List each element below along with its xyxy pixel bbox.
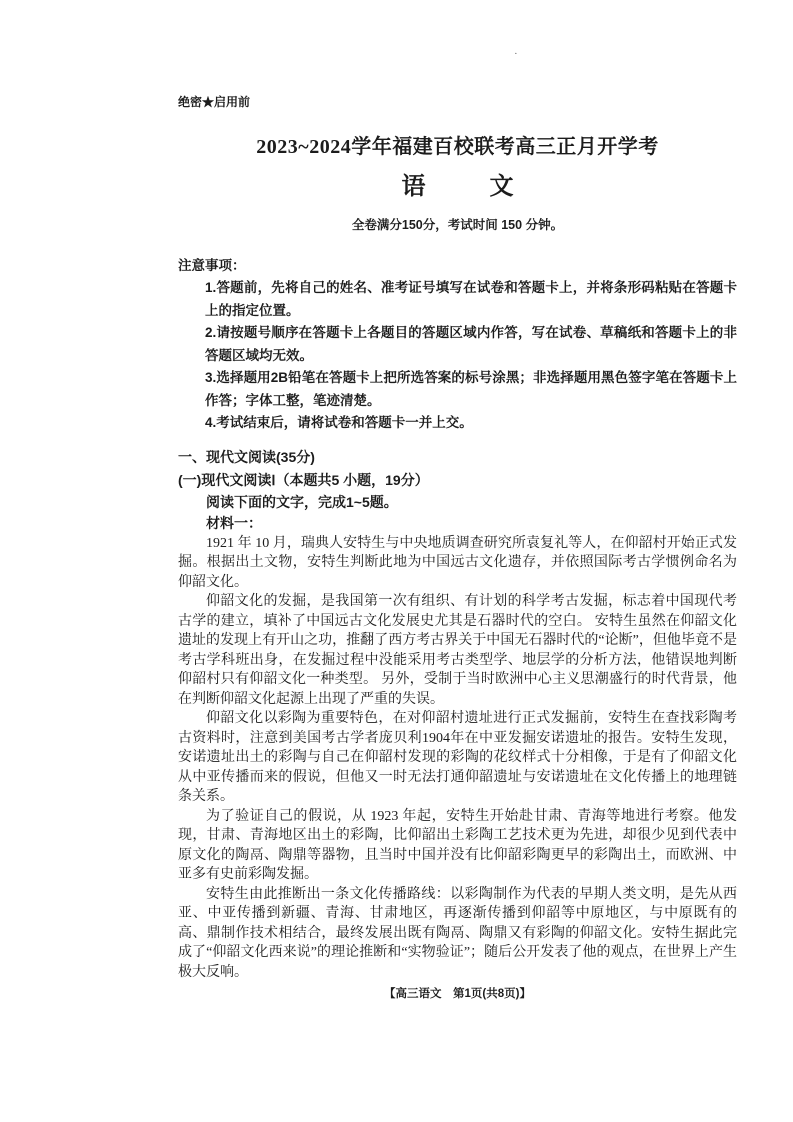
subject-char-yu: 语 [401,174,426,200]
material-paragraph-3: 仰韶文化以彩陶为重要特色，在对仰韶村遗址进行正式发掘前，安特生在查找彩陶考古资料时，注意到美国考古学者庞贝利1904年在中亚发掘安诺遗址的报告。安特生发现，安诺遗址出土的彩陶与自己在仰韶村发现的彩陶的花纹样式十分相像，于是有了仰韶文化从中亚传播而来的假说，但他又一时无法打通仰韶遗址与安诺遗址在文化传播上的地理链条关系。 [178,711,737,804]
page-number-footer: 【高三语文 第1页(共8页)】 [384,988,531,1000]
section-heading-modern-reading: 一、现代文阅读(35分) [178,448,315,465]
subsection-heading-reading-1: (一)现代文阅读Ⅰ（本题共5 小题，19分） [178,471,429,488]
subject-title [178,171,737,203]
notice-item-1: 1.答题前，先将自己的姓名、准考证号填写在试卷和答题卡上，并将条形码粘贴在答题卡上的指定位置。 [205,280,737,318]
reading-instruction: 阅读下面的文字，完成1~5题。 [206,493,398,510]
material-paragraph-4: 为了验证自己的假说，从 1923 年起，安特生开始赴甘肃、青海等地进行考察。他发现，甘肃、青海地区出土的彩陶，比仰韶出土彩陶工艺技术更为先进，却很少见到代表中原文化的陶鬲、陶鼎等器物，且当时中国并没有比仰韶彩陶更早的彩陶出土，而欧洲、中亚多有史前彩陶发掘。 [178,808,737,882]
page-content [178,0,737,1002]
material-paragraph-5: 安特生由此推断出一条文化传播路线：以彩陶制作为代表的早期人类文明，是先从西亚、中亚传播到新疆、青海、甘肃地区，再逐渐传播到仰韶等中原地区，与中原既有的高、鼎制作技术相结合，最终发展出既有陶鬲、陶鼎又有彩陶的仰韶文化。安特生据此完成了“仰韶文化西来说”的理论推断和“实物验证”；随后公开发表了他的观点，在世界上产生极大反响。 [178,886,737,980]
exam-info-line: 全卷满分150分，考试时间 150 分钟。 [351,218,564,232]
notice-item-3: 3.选择题用2B铅笔在答题卡上把所选答案的标号涂黑；非选择题用黑色签字笔在答题卡上作答；字体工整，笔迹清楚。 [205,370,737,408]
notice-item-2: 2.请按题号顺序在答题卡上各题目的答题区域内作答，写在试卷、草稿纸和答题卡上的非答题区域均无效。 [205,325,737,363]
exam-title: 2023~2024学年福建百校联考高三正月开学考 [256,136,659,158]
scan-speck-dot: · [514,48,518,60]
material-one-label: 材料一： [206,514,262,531]
subject-char-wen: 文 [489,174,514,200]
notice-heading: 注意事项： [178,258,246,273]
security-label: 绝密★启用前 [178,95,251,109]
material-paragraph-2: 仰韶文化的发掘，是我国第一次有组织、有计划的科学考古发掘，标志着中国现代考古学的建立，填补了中国远古文化发展史尤其是石器时代的空白。 安特生虽然在仰韶文化遗址的发现上有开山之功，推翻了西方考古界关于中国无石器时代的“论断”，但他毕竟不是考古学科班出身，在发掘过程中没能采用考古类型学、地层学的分析方法，他错误地判断仰韶村只有仰韶文化一种类型。 另外，受制于当时欧洲中心主义思潮盛行的时代背景，他在判断仰韶文化起源上出现了严重的失误。 [178,594,737,707]
material-paragraph-1: 1921 年 10 月，瑞典人安特生与中央地质调查研究所袁复礼等人，在仰韶村开始正式发掘。根据出土文物，安特生判断此地为中国远古文化遗存，并依照国际考古学惯例命名为仰韶文化。 [178,535,737,590]
notice-item-4: 4.考试结束后，请将试卷和答题卡一并上交。 [205,415,473,430]
